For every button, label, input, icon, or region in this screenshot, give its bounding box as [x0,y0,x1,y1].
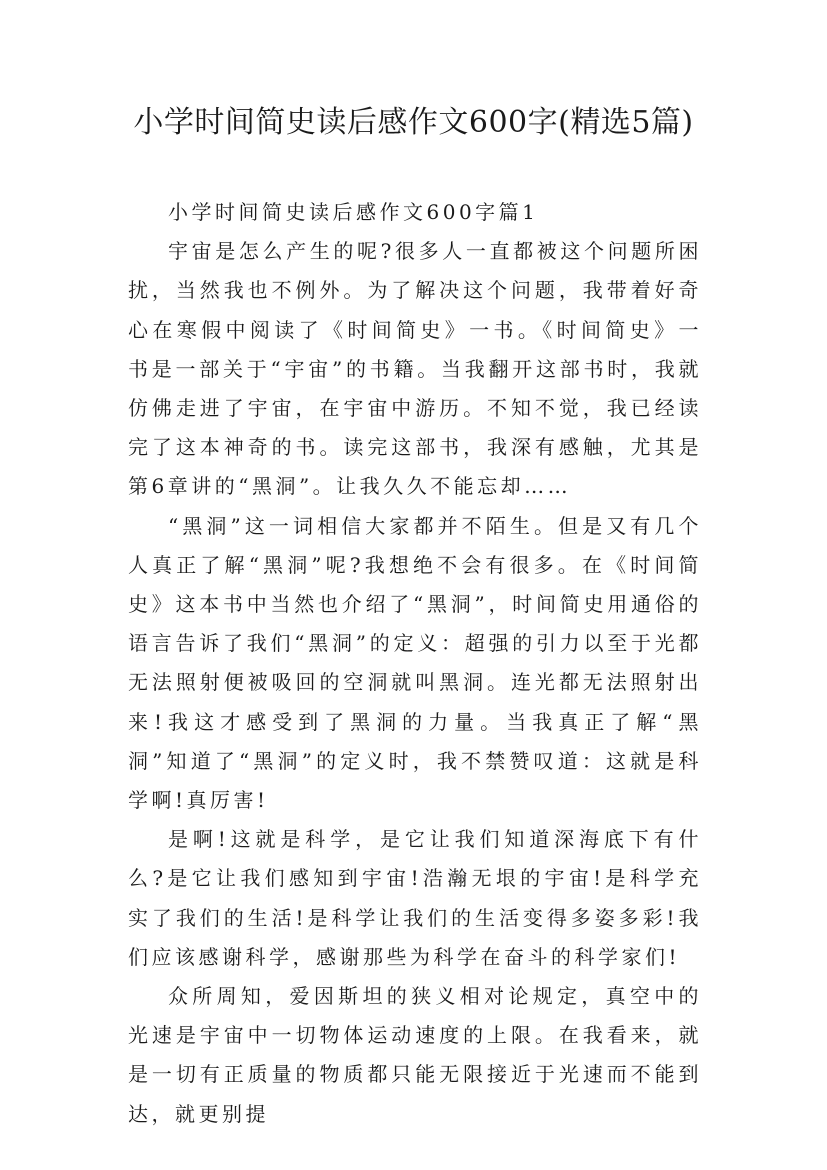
paragraph: 是啊!这就是科学，是它让我们知道深海底下有什么?是它让我们感知到宇宙!浩瀚无垠的宇宙!是科学充实了我们的生活!是科学让我们的生活变得多姿多彩!我们应该感谢科学，感谢那些为科学在奋斗的科学家们! [128,827,702,969]
paragraph: 众所周知，爱因斯坦的狭义相对论规定，真空中的光速是宇宙中一切物体运动速度的上限。在我看来，就是一切有正质量的物质都只能无限接近于光速而不能到达，就更别提 [128,984,702,1126]
section-heading: 小学时间简史读后感作文600字篇1 [168,200,539,224]
document-title: 小学时间简史读后感作文600字(精选5篇) [133,105,694,140]
paragraph: “黑洞”这一词相信大家都并不陌生。但是又有几个人真正了解“黑洞”呢?我想绝不会有很多。在《时间简史》这本书中当然也介绍了“黑洞”，时间简史用通俗的语言告诉了我们“黑洞”的定义：超强的引力以至于光都无法照射便被吸回的空洞就叫黑洞。连光都无法照射出来!我这才感受到了黑洞的力量。当我真正了解“黑洞”知道了“黑洞”的定义时，我不禁赞叹道：这就是科学啊!真厉害! [128,513,702,813]
document-body [128,193,702,1134]
paragraph: 宇宙是怎么产生的呢?很多人一直都被这个问题所困扰，当然我也不例外。为了解决这个问题，我带着好奇心在寒假中阅读了《时间简史》一书。《时间简史》一书是一部关于“宇宙”的书籍。当我翻开这部书时，我就仿佛走进了宇宙，在宇宙中游历。不知不觉，我已经读完了这本神奇的书。读完这部书，我深有感触，尤其是第6章讲的“黑洞”。让我久久不能忘却…… [128,239,702,499]
